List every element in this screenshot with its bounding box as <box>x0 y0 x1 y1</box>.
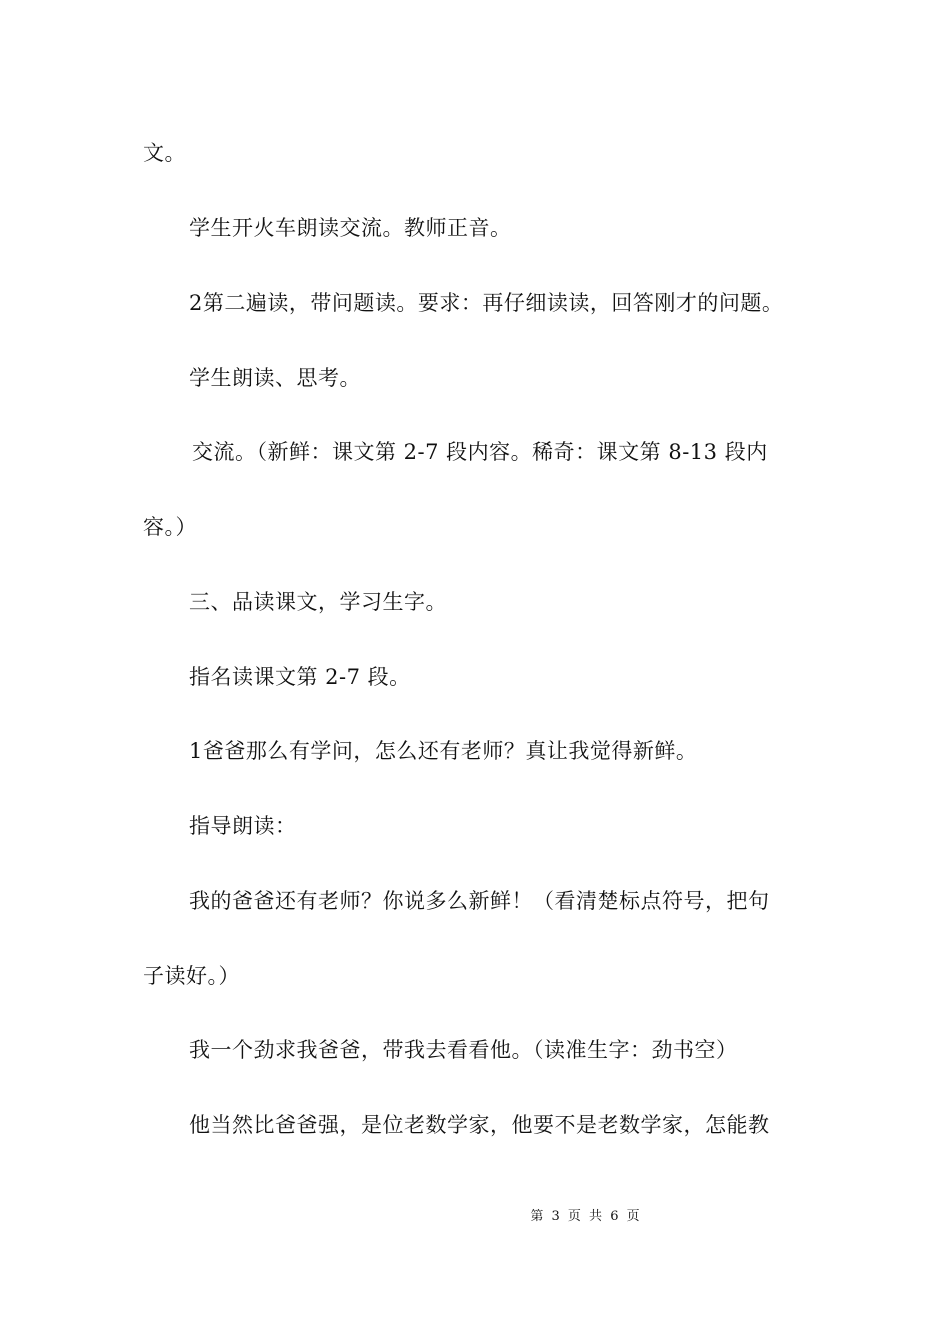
text-line: 2第二遍读，带问题读。要求：再仔细读读，回答刚才的问题。 <box>189 291 784 315</box>
text-line: 我一个劲求我爸爸，带我去看看他。（读准生字：劲书空） <box>189 1038 738 1062</box>
text-line: 1爸爸那么有学问，怎么还有老师？真让我觉得新鲜。 <box>189 739 698 763</box>
text-line: 他当然比爸爸强，是位老数学家，他要不是老数学家，怎能教 <box>189 1113 770 1137</box>
text-line: 指导朗读： <box>189 814 297 838</box>
section-heading: 三、品读课文，学习生字。 <box>189 590 447 614</box>
text-line-continuation: 文。 <box>143 141 186 165</box>
page-footer <box>0 1208 950 1226</box>
text-line: 学生开火车朗读交流。教师正音。 <box>189 216 512 240</box>
text-line: 指名读课文第 2-7 段。 <box>189 665 411 689</box>
text-line: 我的爸爸还有老师？你说多么新鲜！（看清楚标点符号，把句 <box>189 889 770 913</box>
text-line: 学生朗读、思考。 <box>189 366 361 390</box>
text-line: 交流。（新鲜：课文第 2-7 段内容。稀奇：课文第 8-13 段内 <box>192 440 768 464</box>
text-line-continuation: 容。） <box>143 515 197 539</box>
text-line-continuation: 子读好。） <box>143 964 240 988</box>
page-number: 第 3 页 共 6 页 <box>530 1209 642 1224</box>
